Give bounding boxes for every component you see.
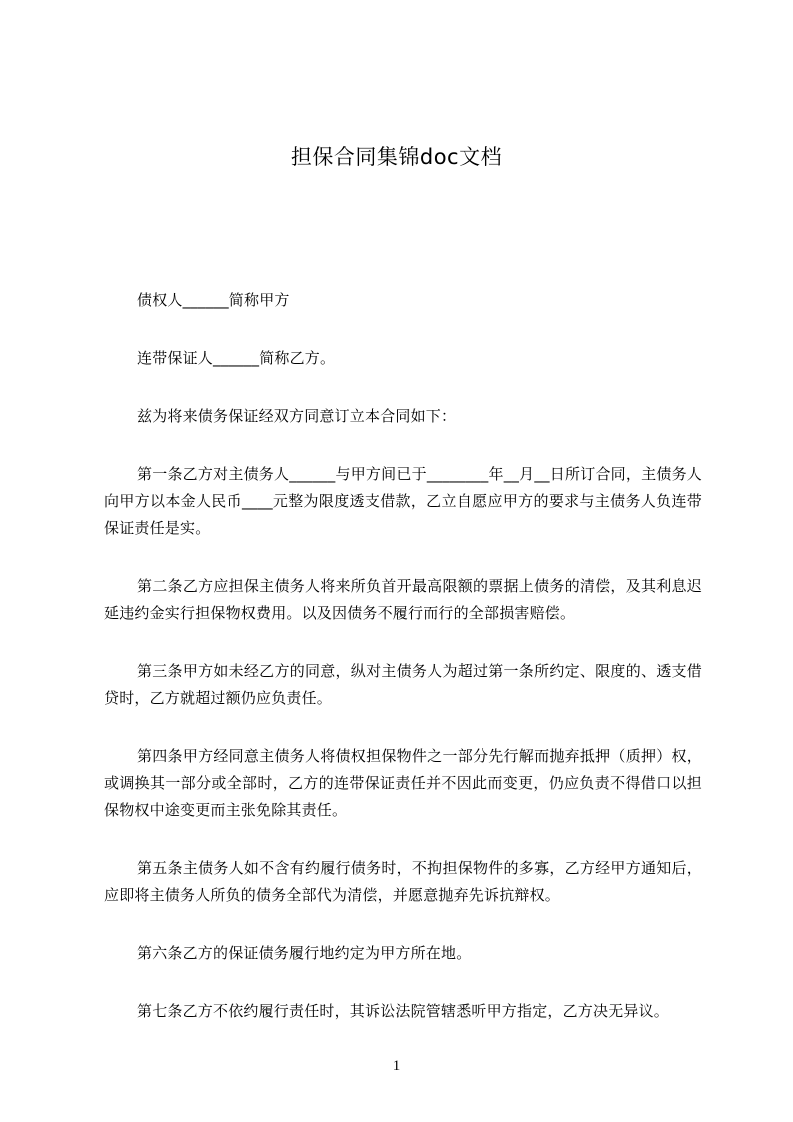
paragraph-article-6: 第六条乙方的保证债务履行地约定为甲方所在地。 <box>137 944 472 962</box>
paragraph-article-5: 第五条主债务人如不含有约履行债务时，不拘担保物件的多寡，乙方经甲方通知后，应即将主债务人所负的债务全部代为清偿，并愿意抛弃先诉抗辩权。 <box>104 859 702 904</box>
paragraph-article-4: 第四条甲方经同意主债务人将债权担保物件之一部分先行解而抛弃抵押（质押）权，或调换其一部分或全部时，乙方的连带保证责任并不因此而变更，仍应负责不得借口以担保物权中途变更而主张免除其责任。 <box>104 747 702 819</box>
paragraph-article-3: 第三条甲方如未经乙方的同意，纵对主债务人为超过第一条所约定、限度的、透支借贷时，乙方就超过额仍应负责任。 <box>104 662 702 707</box>
page-number: 1 <box>392 1058 401 1074</box>
paragraph-article-2: 第二条乙方应担保主债务人将来所负首开最高限额的票据上债务的清偿，及其利息迟延违约金实行担保物权费用。以及因债务不履行而行的全部损害赔偿。 <box>104 577 702 622</box>
document-body <box>104 287 702 1056</box>
paragraph-article-7: 第七条乙方不依约履行责任时，其诉讼法院管辖悉听甲方指定，乙方决无异议。 <box>137 1002 670 1020</box>
paragraph-article-1: 第一条乙方对主债务人______与甲方间已于________年__月__日所订合同，主债务人向甲方以本金人民币____元整为限度透支借款，乙立自愿应甲方的要求与主债务人负连带保证责任是实。 <box>104 465 702 537</box>
document-title: 担保合同集锦doc文档 <box>290 145 503 169</box>
paragraph-creditor: 债权人______简称甲方 <box>137 291 290 309</box>
paragraph-guarantor: 连带保证人______简称乙方。 <box>137 349 336 367</box>
paragraph-preamble: 兹为将来债务保证经双方同意订立本合同如下： <box>137 407 457 425</box>
